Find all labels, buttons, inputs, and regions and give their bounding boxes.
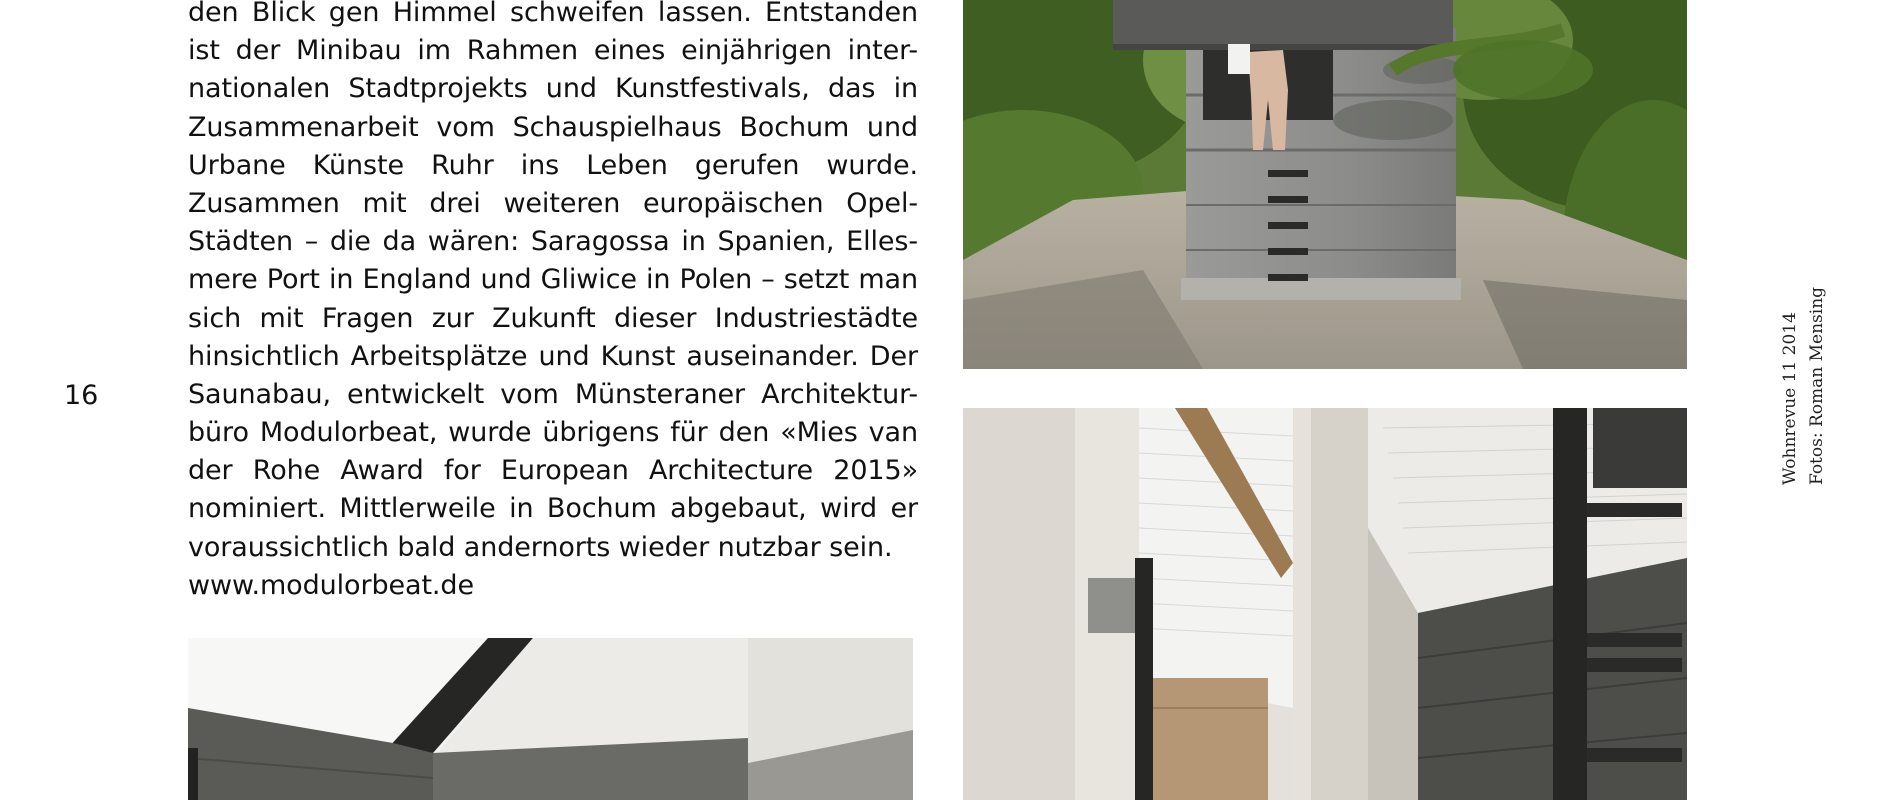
- article-line: Zusammen mit drei weiteren europäischen Opel-: [188, 187, 918, 219]
- article-line: der Rohe Award for European Architecture 2015»: [188, 455, 918, 487]
- article-line: mere Port in England und Gliwice in Polen – setzt man: [188, 264, 918, 296]
- article-line: Zusammenarbeit vom Schauspielhaus Bochum und: [188, 111, 918, 143]
- article-line: nationalen Stadtprojekts und Kunstfestivals, das in: [188, 73, 918, 105]
- article-line: den Blick gen Himmel schweifen lassen. Entstanden: [188, 0, 918, 28]
- article-line: ist der Minibau im Rahmen eines einjährigen inter-: [188, 35, 918, 67]
- article-text: [188, 0, 918, 605]
- sauna-interior-ladder-image: [963, 408, 1687, 800]
- sauna-interior-ladder-photo: [963, 408, 1687, 800]
- article-line: nominiert. Mittlerweile in Bochum abgebaut, wird er: [188, 493, 918, 525]
- page-number: 16: [64, 380, 99, 411]
- photo-credit: [1777, 287, 1831, 485]
- article-line: voraussichtlich bald andernorts wieder nutzbar sein.: [188, 531, 893, 563]
- sauna-exterior-image: [963, 0, 1687, 369]
- photographer-credit: Fotos: Roman Mensing: [1807, 286, 1827, 486]
- publication-issue: Wohnrevue 11 2014: [1780, 312, 1800, 486]
- article-line: hinsichtlich Arbeitsplätze und Kunst auseinander. Der: [188, 340, 918, 372]
- article-line: büro Modulorbeat, wurde übrigens für den «Mies van: [188, 417, 918, 449]
- article-line: Urbane Künste Ruhr ins Leben gerufen wurde.: [188, 149, 918, 181]
- article-line: sich mit Fragen zur Zukunft dieser Industriestädte: [188, 302, 918, 334]
- sauna-interior-skylight-photo: [188, 638, 913, 800]
- sauna-exterior-photo: [963, 0, 1687, 369]
- article-line: Saunabau, entwickelt vom Münsteraner Architektur-: [188, 378, 918, 410]
- sauna-interior-skylight-image: [188, 638, 913, 800]
- article-line: Städten – die da wären: Saragossa in Spanien, Elles-: [188, 226, 918, 258]
- article-link[interactable]: www.modulorbeat.de: [188, 569, 474, 601]
